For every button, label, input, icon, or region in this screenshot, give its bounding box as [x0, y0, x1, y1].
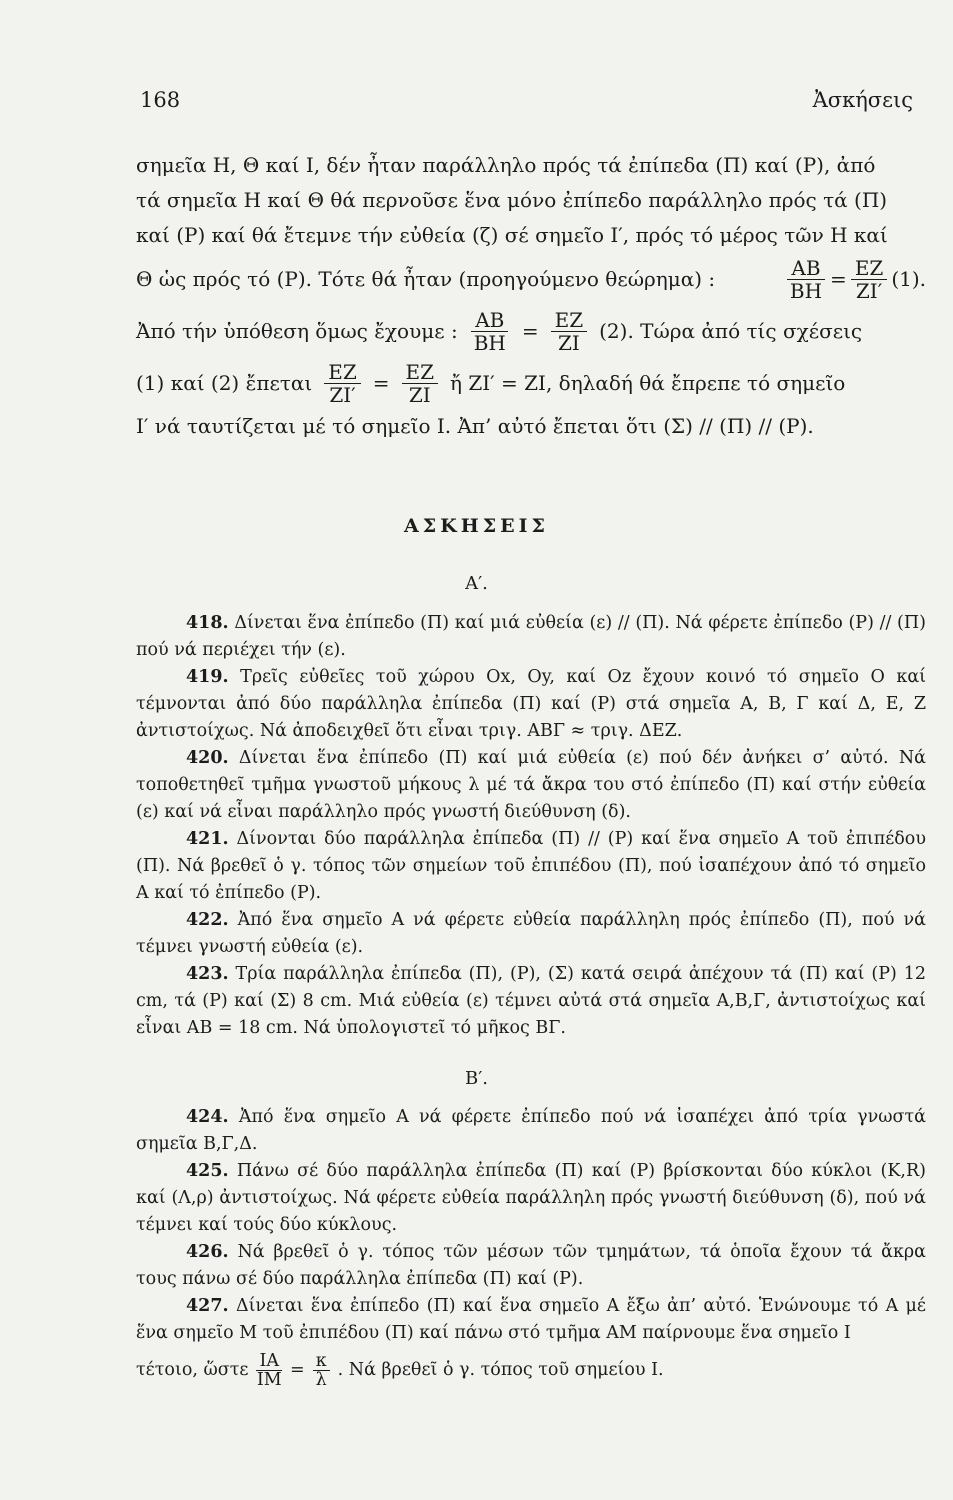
denominator: ZI′: [855, 278, 883, 303]
part-a-heading: Α′.: [465, 573, 488, 594]
exercise-number: 425.: [186, 1161, 229, 1181]
fraction: [324, 361, 361, 406]
text-line: [136, 148, 926, 183]
exercise-item: [136, 664, 926, 745]
exercise-item: [136, 1104, 926, 1158]
exercise-number: 418.: [186, 613, 229, 633]
equals-sign: =: [372, 370, 390, 395]
exercise-text: Ἀπό ἕνα σημεῖο Α νά φέρετε ἐπίπεδο πού νά ἰσαπέχει ἀπό τρία γνωστά σημεῖα Β,Γ,Δ.: [136, 1107, 926, 1154]
exercise-item: [136, 1239, 926, 1293]
exercise-item: [136, 745, 926, 826]
denominator: ZI′: [329, 382, 356, 407]
section-title: ΑΣΚΗΣΕΙΣ: [404, 515, 549, 537]
text-line: [136, 409, 926, 444]
denominator: BH: [473, 330, 506, 355]
text-span: Ἀπό τήν ὑπόθεση ὅμως ἔχουμε :: [136, 318, 458, 343]
exercise-number: 427.: [186, 1296, 229, 1316]
equation-tag: (1).: [891, 266, 926, 291]
exercise-text: Νά βρεθεῖ ὁ γ. τόπος τῶν μέσων τῶν τμημάτων, τά ὁποῖα ἔχουν τά ἄκρα τους πάνω σέ δύο παράλληλα ἐπίπεδα (Π) καί (Ρ).: [136, 1242, 926, 1289]
fraction: [256, 1352, 282, 1389]
proof-text: [136, 148, 926, 444]
equation-line-1: [136, 253, 926, 305]
exercise-item: [136, 1293, 926, 1347]
equation-line-3: [136, 357, 926, 409]
text-span: (1) καί (2) ἔπεται: [136, 370, 313, 395]
exercise-item: [136, 907, 926, 961]
denominator: λ: [315, 1369, 327, 1390]
text-span: (2). Τώρα ἀπό τίς σχέσεις: [599, 318, 863, 343]
numerator: κ: [313, 1352, 330, 1371]
exercise-number: 421.: [186, 829, 229, 849]
numerator: EZ: [402, 361, 439, 384]
exercise-number: 419.: [186, 667, 229, 687]
exercise-427-formula-line: [136, 1347, 926, 1393]
exercise-number: 423.: [186, 964, 229, 984]
equals-sign: =: [521, 318, 539, 343]
exercise-text: Δίνεται ἕνα ἐπίπεδο (Π) καί μιά εὐθεία (ε) // (Π). Νά φέρετε ἐπίπεδο (Ρ) // (Π) πού νά περιέχει τήν (ε).: [136, 613, 926, 660]
numerator: EZ: [851, 257, 888, 280]
equals-sign: =: [290, 1359, 305, 1380]
denominator: ZI: [408, 382, 431, 407]
fraction: [313, 1352, 330, 1389]
exercise-text: Πάνω σέ δύο παράλληλα ἐπίπεδα (Π) καί (Ρ) βρίσκονται δύο κύκλοι (Κ,R) καί (Λ,ρ) ἀντιστοίχως. Νά φέρετε εὐθεία παράλληλη πρός γνωστή διεύθυνση (δ), πού νά τέμνει καί τούς δύο κύκλους.: [136, 1161, 926, 1235]
exercise-text: Δίνεται ἕνα ἐπίπεδο (Π) καί ἕνα σημεῖο Α ἔξω ἀπ’ αὐτό. Ἑνώνουμε τό Α μέ ἕνα σημεῖο Μ τοῦ ἐπιπέδου (Π) καί πάνω στό τμῆμα ΑΜ παίρνουμε ἕνα σημεῖο Ι: [136, 1296, 926, 1343]
text-span: καί (Ρ) καί θά ἔτεμνε τήν εὐθεία (ζ) σέ σημεῖο Ι′, πρός τό μέρος τῶν Η καί: [136, 223, 888, 247]
page-header: [140, 88, 913, 112]
page-number: 168: [140, 88, 181, 112]
fraction: [786, 257, 826, 302]
part-b-heading: Β′.: [464, 1068, 489, 1089]
numerator: AB: [471, 309, 508, 332]
exercise-item: [136, 826, 926, 907]
exercise-number: 426.: [186, 1242, 229, 1262]
denominator: BH: [789, 278, 823, 303]
exercise-number: 422.: [186, 910, 229, 930]
denominator: ΙΜ: [256, 1369, 282, 1390]
equals-sign: =: [830, 266, 847, 291]
fraction: [551, 309, 588, 354]
exercise-text: Τρία παράλληλα ἐπίπεδα (Π), (Ρ), (Σ) κατά σειρά ἀπέχουν τά (Π) καί (Ρ) 12 cm, τά (Ρ) καί (Σ) 8 cm. Μιά εὐθεία (ε) τέμνει αὐτά στά σημεῖα Α,Β,Γ, ἀντιστοίχως καί εἶναι ΑΒ = 18 cm. Νά ὑπολογιστεῖ τό μῆκος ΒΓ.: [136, 964, 926, 1038]
numerator: ΙΑ: [256, 1352, 282, 1371]
text-span: τέτοιο, ὥστε: [136, 1359, 249, 1380]
exercise-item: [136, 1158, 926, 1239]
denominator: ZI: [557, 330, 580, 355]
text-span: . Νά βρεθεῖ ὁ γ. τόπος τοῦ σημείου Ι.: [337, 1359, 664, 1380]
exercises-part-b: [136, 1104, 926, 1393]
exercise-number: 420.: [186, 748, 229, 768]
exercise-text: Ἀπό ἕνα σημεῖο Α νά φέρετε εὐθεία παράλληλη πρός ἐπίπεδο (Π), πού νά τέμνει γνωστή εὐθεία (ε).: [136, 910, 926, 957]
fraction: [402, 361, 439, 406]
text-span: Θ ὡς πρός τό (Ρ). Τότε θά ἦταν (προηγούμενο θεώρημα) :: [136, 266, 716, 291]
exercise-item: [136, 961, 926, 1042]
exercise-text: Τρεῖς εὐθεῖες τοῦ χώρου Ox, Oy, καί Oz ἔχουν κοινό τό σημεῖο O καί τέμνονται ἀπό δύο παράλληλα ἐπίπεδα (Π) καί (Ρ) στά σημεῖα Α, Β, Γ καί Δ, Ε, Ζ ἀντιστοίχως. Νά ἀποδειχθεῖ ὅτι εἶναι τριγ. ΑΒΓ ≈ τριγ. ΔΕΖ.: [136, 667, 926, 741]
numerator: EZ: [324, 361, 361, 384]
text-span: Ι′ νά ταυτίζεται μέ τό σημεῖο Ι. Ἀπ’ αὐτό ἔπεται ὅτι (Σ) // (Π) // (Ρ).: [136, 414, 814, 438]
fraction: [470, 309, 510, 354]
exercise-text: Δίνεται ἕνα ἐπίπεδο (Π) καί μιά εὐθεία (ε) πού δέν ἀνήκει σ’ αὐτό. Νά τοποθετηθεῖ τμῆμα γνωστοῦ μήκους λ μέ τά ἄκρα του στό ἐπίπεδο (Π) καί στήν εὐθεία (ε) καί νά εἶναι παράλληλο πρός γνωστή διεύθυνση (δ).: [136, 748, 926, 822]
equation: [782, 257, 926, 302]
text-span: τά σημεῖα Η καί Θ θά περνοῦσε ἕνα μόνο ἐπίπεδο παράλληλο πρός τά (Π): [136, 188, 888, 212]
text-line: [136, 218, 926, 253]
exercise-item: [136, 610, 926, 664]
text-span: σημεῖα Η, Θ καί Ι, δέν ἦταν παράλληλο πρός τά ἐπίπεδα (Π) καί (Ρ), ἀπό: [136, 153, 876, 177]
fraction: [851, 257, 888, 302]
exercise-text: Δίνονται δύο παράλληλα ἐπίπεδα (Π) // (Ρ) καί ἕνα σημεῖο Α τοῦ ἐπιπέδου (Π). Νά βρεθεῖ ὁ γ. τόπος τῶν σημείων τοῦ ἐπιπέδου (Π), πού ἰσαπέχουν ἀπό τό σημεῖο Α καί τό ἐπίπεδο (Ρ).: [136, 829, 926, 903]
running-title: Ἀσκήσεις: [812, 88, 913, 112]
numerator: EZ: [551, 309, 588, 332]
equation-line-2: [136, 305, 926, 357]
exercises-part-a: [136, 610, 926, 1042]
text-line: [136, 183, 926, 218]
numerator: AB: [787, 257, 824, 280]
text-span: ἤ ZI′ = ZI, δηλαδή θά ἔπρεπε τό σημεῖο: [450, 370, 846, 395]
exercise-number: 424.: [186, 1107, 229, 1127]
